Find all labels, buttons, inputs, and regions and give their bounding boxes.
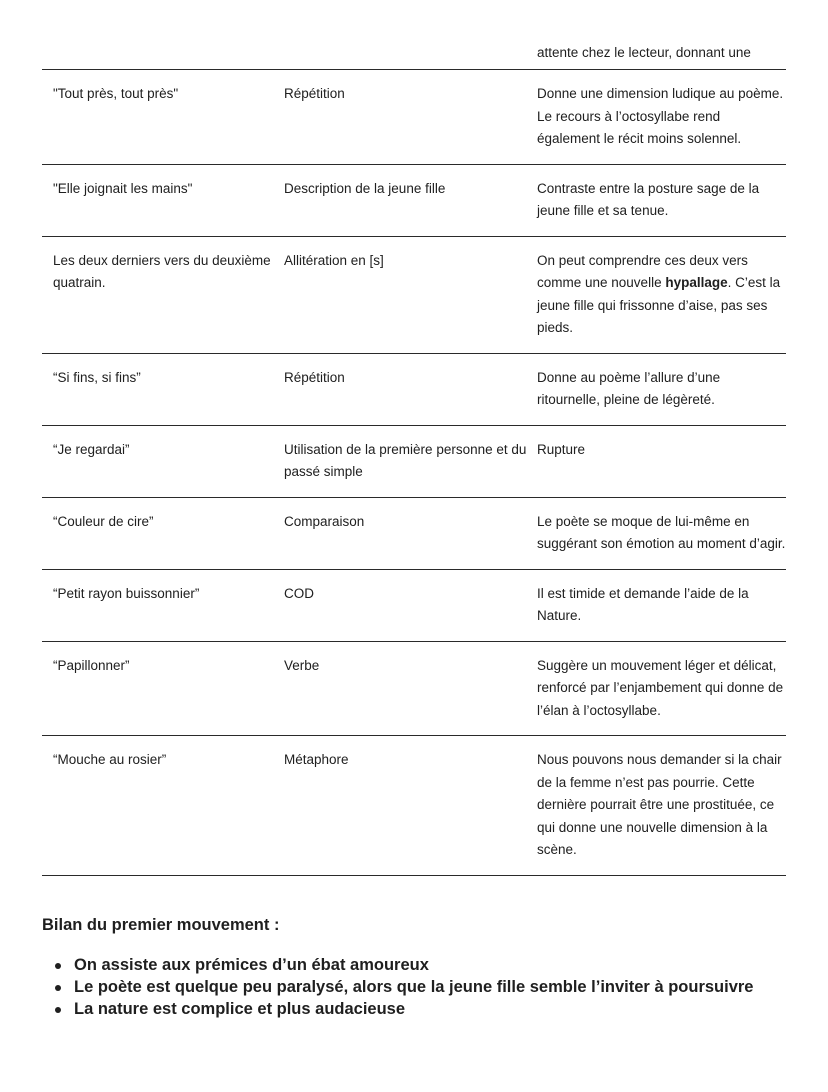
quote-cell: Les deux derniers vers du deuxième quatrain. [53, 252, 271, 290]
list-item-text: On assiste aux prémices d’un ébat amoureux [74, 956, 429, 974]
quote-cell: "Tout près, tout près" [53, 86, 179, 101]
table-row [42, 165, 786, 237]
table-row [42, 237, 786, 354]
summary-list [42, 954, 762, 1020]
summary-heading: Bilan du premier mouvement : [42, 916, 280, 934]
list-item-text: La nature est complice et plus audacieuse [74, 1000, 406, 1018]
effect-cell: Il est timide et demande l’aide de la Nature. [537, 585, 749, 623]
effect-cell [537, 250, 786, 340]
device-cell: Description de la jeune fille [284, 180, 446, 196]
effect-cell: Le poète se moque de lui-même en suggérant son émotion au moment d’agir. [537, 513, 786, 551]
hypallage-term: hypallage [665, 275, 728, 290]
list-item [42, 998, 762, 1020]
bullet-icon [55, 963, 61, 969]
effect-cell: attente chez le lecteur, donnant une [537, 45, 751, 60]
effect-text: On peut comprendre ces deux vers comme une nouvelle [537, 252, 748, 290]
device-cell: COD [284, 585, 314, 601]
list-item [42, 976, 762, 998]
table-row-partial [42, 0, 786, 70]
quote-cell: “Si fins, si fins” [53, 369, 141, 385]
quote-cell: "Elle joignait les mains" [53, 180, 193, 196]
quote-cell: “Petit rayon buissonnier” [53, 585, 200, 601]
effect-cell: Donne au poème l’allure d’une ritournelle, pleine de légèreté. [537, 369, 721, 407]
bullet-icon [55, 1007, 61, 1013]
quote-cell: “Papillonner” [53, 657, 130, 673]
device-cell: Métaphore [284, 752, 349, 767]
table-row [42, 354, 786, 426]
device-cell: Répétition [284, 86, 345, 101]
table-row [42, 70, 786, 165]
effect-cell: Nous pouvons nous demander si la chair de la femme n’est pas pourrie. Cette dernière pourrait être une prostituée, ce qui donne une nouvelle dimension à la scène. [537, 752, 782, 857]
effect-cell: Rupture [537, 441, 586, 457]
effect-cell: Suggère un mouvement léger et délicat, renforcé par l’enjambement qui donne de l’élan à l’octosyllabe. [537, 657, 784, 718]
effect-cell: Donne une dimension ludique au poème. Le recours à l’octosyllabe rend également le récit moins solennel. [537, 86, 784, 146]
quote-cell: “Couleur de cire” [53, 513, 154, 529]
table-row [42, 642, 786, 737]
device-cell: Comparaison [284, 513, 365, 529]
device-cell: Utilisation de la première personne et du passé simple [284, 441, 527, 479]
device-cell: Répétition [284, 369, 345, 385]
effect-text: . C’est la jeune fille qui frissonne d’aise, pas ses pieds. [537, 275, 781, 335]
list-item-text: Le poète est quelque peu paralysé, alors que la jeune fille semble l’inviter à poursuivre [74, 978, 754, 996]
analysis-table [42, 0, 786, 876]
bullet-icon [55, 985, 61, 991]
table-row [42, 736, 786, 876]
table-row [42, 570, 786, 642]
table-row [42, 498, 786, 570]
device-cell: Allitération en [s] [284, 252, 384, 268]
list-item [42, 954, 762, 976]
device-cell: Verbe [284, 657, 320, 673]
quote-cell: “Je regardai” [53, 441, 130, 457]
effect-cell: Contraste entre la posture sage de la jeune fille et sa tenue. [537, 180, 760, 218]
table-row [42, 426, 786, 498]
quote-cell: “Mouche au rosier” [53, 752, 167, 767]
